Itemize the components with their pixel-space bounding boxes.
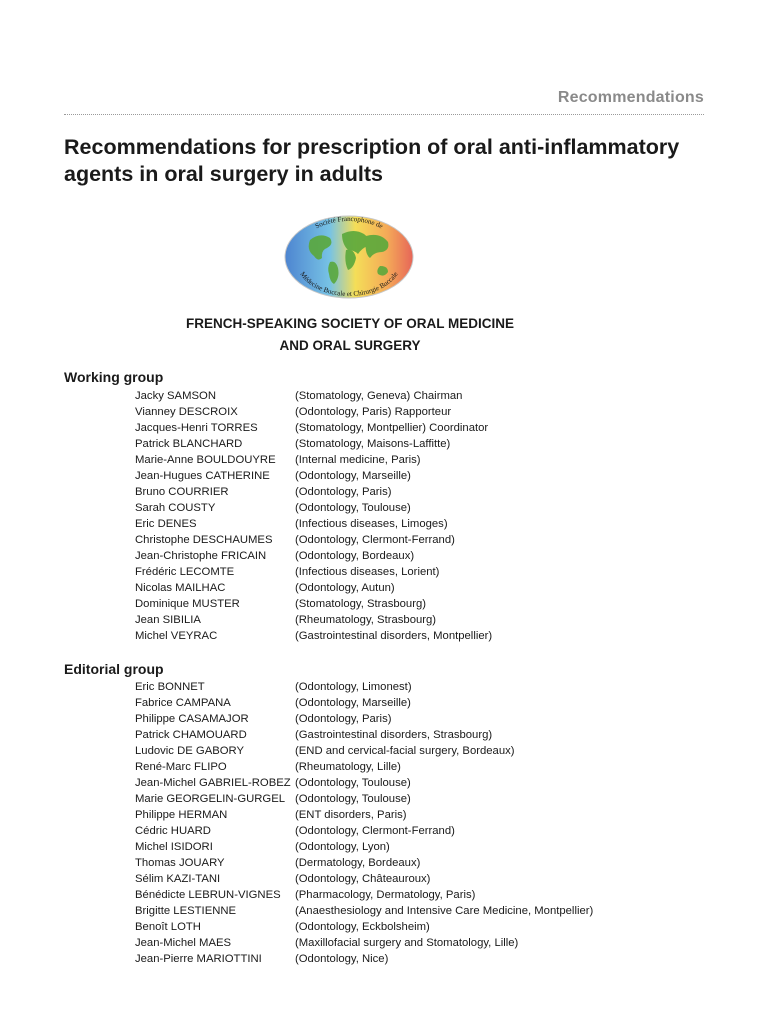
member-name: Thomas JOUARY [135, 857, 225, 869]
member-affiliation: (Odontology, Paris) [295, 713, 392, 725]
member-name: Fabrice CAMPANA [135, 697, 231, 709]
editorial-group-heading: Editorial group [64, 661, 164, 677]
member-affiliation: (Stomatology, Montpellier) Coordinator [295, 422, 489, 434]
member-affiliation: (Odontology, Eckbolsheim) [295, 921, 430, 933]
document-title-line-1: Recommendations for prescription of oral anti-inflammatory [64, 135, 680, 159]
member-affiliation: (Gastrointestinal disorders, Strasbourg) [295, 729, 493, 741]
member-name: Michel VEYRAC [135, 630, 218, 642]
member-name: Patrick CHAMOUARD [135, 729, 247, 741]
member-name: Jean-Michel GABRIEL-ROBEZ [135, 777, 291, 789]
member-affiliation: (Odontology, Limonest) [295, 681, 412, 693]
member-name: Jacques-Henri TORRES [135, 422, 258, 434]
member-affiliation: (Maxillofacial surgery and Stomatology, Lille) [295, 937, 519, 949]
member-affiliation: (Stomatology, Strasbourg) [295, 598, 427, 610]
member-name: Michel ISIDORI [135, 841, 213, 853]
member-name: Jean-Hugues CATHERINE [135, 470, 270, 482]
member-affiliation: (Odontology, Autun) [295, 582, 395, 594]
member-name: Philippe HERMAN [135, 809, 228, 821]
member-name: Sarah COUSTY [135, 502, 216, 514]
member-name: Sélim KAZI-TANI [135, 873, 221, 885]
society-name-line-2: AND ORAL SURGERY [279, 338, 421, 353]
society-logo [282, 214, 416, 300]
member-name: Frédéric LECOMTE [135, 566, 235, 578]
member-name: Jean SIBILIA [135, 614, 201, 626]
member-name: Dominique MUSTER [135, 598, 240, 610]
member-name: Brigitte LESTIENNE [135, 905, 237, 917]
member-affiliation: (Rheumatology, Strasbourg) [295, 614, 437, 626]
member-affiliation: (Pharmacology, Dermatology, Paris) [295, 889, 476, 901]
logo-text-top: Société Francophone de [313, 214, 385, 231]
member-name: Jacky SAMSON [135, 390, 216, 402]
logo-text-bottom: Médecine Buccale et Chirurgie Buccale [298, 270, 400, 299]
member-name: Bruno COURRIER [135, 486, 229, 498]
header-divider [64, 114, 704, 115]
member-affiliation: (Rheumatology, Lille) [295, 761, 401, 773]
member-affiliation: (Stomatology, Maisons-Laffitte) [295, 438, 451, 450]
member-affiliation: (Stomatology, Geneva) Chairman [295, 390, 463, 402]
section-label: Recommendations [557, 89, 704, 106]
member-affiliation: (Odontology, Lyon) [295, 841, 390, 853]
member-affiliation: (Odontology, Toulouse) [295, 793, 411, 805]
member-name: Benoît LOTH [135, 921, 201, 933]
member-name: Marie GEORGELIN-GURGEL [135, 793, 286, 805]
member-affiliation: (Odontology, Châteauroux) [295, 873, 431, 885]
member-name: Jean-Christophe FRICAIN [135, 550, 267, 562]
member-name: Ludovic DE GABORY [135, 745, 245, 757]
member-name: Eric DENES [135, 518, 197, 530]
member-affiliation: (ENT disorders, Paris) [295, 809, 407, 821]
society-name-line-1: FRENCH-SPEAKING SOCIETY OF ORAL MEDICINE [185, 316, 515, 331]
member-name: Jean-Pierre MARIOTTINI [135, 953, 262, 965]
member-affiliation: (Odontology, Paris) [295, 486, 392, 498]
member-name: Jean-Michel MAES [135, 937, 232, 949]
member-name: Cédric HUARD [135, 825, 211, 837]
member-affiliation: (Internal medicine, Paris) [295, 454, 421, 466]
member-affiliation: (Odontology, Paris) Rapporteur [295, 406, 452, 418]
member-affiliation: (END and cervical-facial surgery, Bordeaux) [295, 745, 515, 757]
document-title-line-2: agents in oral surgery in adults [64, 162, 383, 186]
member-name: René-Marc FLIPO [135, 761, 227, 773]
member-affiliation: (Odontology, Marseille) [295, 470, 411, 482]
member-affiliation: (Infectious diseases, Limoges) [295, 518, 448, 530]
member-affiliation: (Odontology, Bordeaux) [295, 550, 415, 562]
member-name: Nicolas MAILHAC [135, 582, 226, 594]
member-affiliation: (Odontology, Nice) [295, 953, 389, 965]
member-name: Bénédicte LEBRUN-VIGNES [135, 889, 281, 901]
member-name: Marie-Anne BOULDOUYRE [135, 454, 276, 466]
member-affiliation: (Odontology, Toulouse) [295, 502, 411, 514]
member-affiliation: (Odontology, Toulouse) [295, 777, 411, 789]
working-group-heading: Working group [64, 369, 164, 385]
member-affiliation: (Gastrointestinal disorders, Montpellier) [295, 630, 493, 642]
member-affiliation: (Odontology, Marseille) [295, 697, 411, 709]
member-name: Philippe CASAMAJOR [135, 713, 249, 725]
member-affiliation: (Anaesthesiology and Intensive Care Medicine, Montpellier) [295, 905, 594, 917]
member-affiliation: (Dermatology, Bordeaux) [295, 857, 421, 869]
member-name: Eric BONNET [135, 681, 205, 693]
member-affiliation: (Infectious diseases, Lorient) [295, 566, 440, 578]
document-title [64, 134, 704, 188]
member-name: Patrick BLANCHARD [135, 438, 243, 450]
member-name: Vianney DESCROIX [135, 406, 238, 418]
member-name: Christophe DESCHAUMES [135, 534, 273, 546]
member-affiliation: (Odontology, Clermont-Ferrand) [295, 825, 455, 837]
member-affiliation: (Odontology, Clermont-Ferrand) [295, 534, 455, 546]
